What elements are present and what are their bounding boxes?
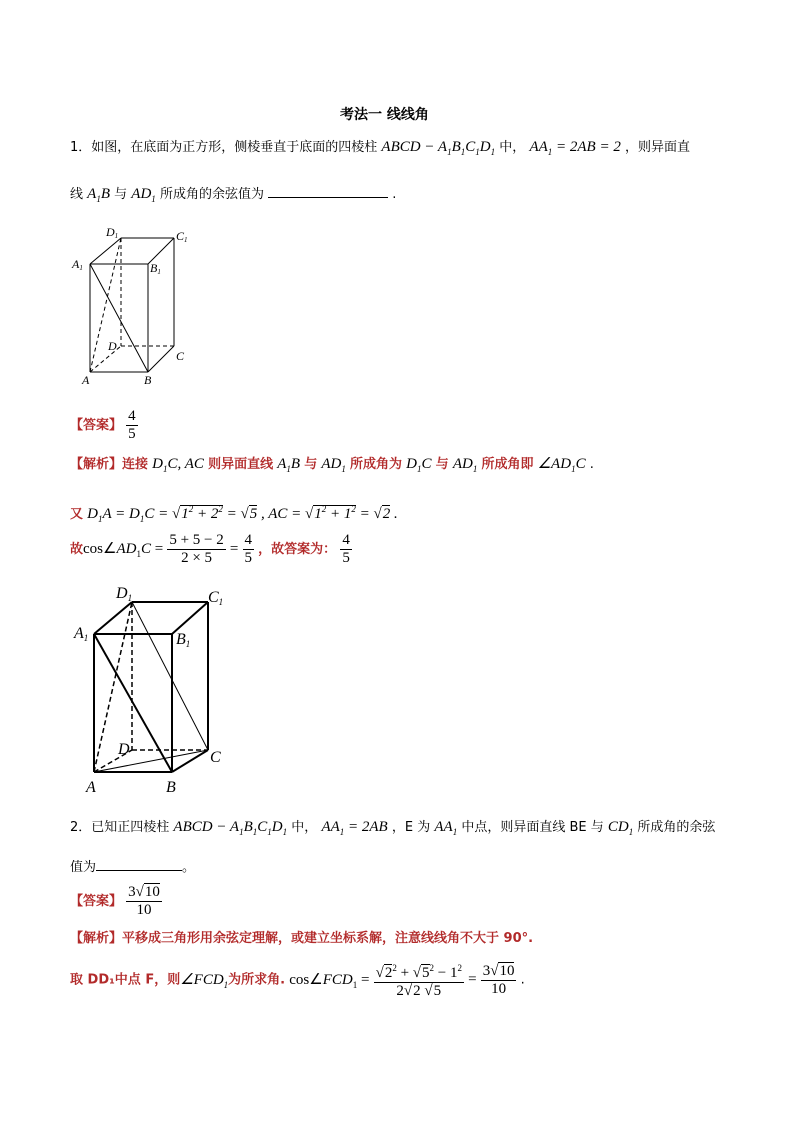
calc2-den: 2 × 5	[181, 550, 213, 566]
label-b1: B1	[150, 261, 161, 276]
analysis1-t6: 所成角即	[481, 457, 534, 472]
answer-blank-2	[96, 856, 182, 871]
calc1-equation: $D_1A = D_1C = √1^2 + 2^2 = √5$ , AC = $√1^2 + 1^2 = √2$ .	[87, 504, 398, 524]
answer2	[70, 884, 162, 919]
q2-text-f: 值为	[70, 860, 97, 875]
analysis2	[70, 930, 533, 948]
analysis-tag-2: 【解析】	[70, 931, 123, 946]
answer-tag-2: 【答案】	[70, 894, 123, 909]
diag-a1b	[90, 264, 148, 372]
calc3-fraction	[374, 960, 464, 1000]
analysis1-t2: 则异面直线	[208, 457, 274, 472]
edge2-b1c1	[172, 602, 208, 634]
label2-d: D	[118, 741, 130, 758]
calc2-fraction	[167, 532, 225, 567]
calc2-result	[243, 532, 255, 567]
calc3-rnum: 3√10	[482, 962, 515, 979]
label-d1: D1	[106, 226, 119, 240]
analysis1-t4: 所成角为	[350, 457, 403, 472]
calc2-anum: 4	[342, 532, 350, 548]
q2-text-d: 中点，则异面直线 BE 与	[461, 820, 604, 835]
calc2-num: 5 + 5 − 2	[169, 532, 224, 548]
calc3-den: 2√2 √5	[396, 983, 442, 999]
analysis1-m3: $AD_1$	[321, 456, 346, 474]
q1-prism: ABCD − $A_1B_1C_1D_1$	[381, 139, 496, 157]
label-d: D	[108, 339, 117, 353]
analysis1-m6: $\angle AD_1C$	[537, 456, 586, 474]
calc3-rden: 10	[491, 980, 507, 997]
label-b: B	[144, 373, 152, 387]
analysis1-m2: $A_1B$	[277, 456, 301, 474]
calc2-eq: =	[229, 541, 239, 557]
analysis1-t3: 与	[304, 457, 318, 472]
label-c1: C1	[176, 229, 188, 244]
calc3-num: $√2^2 + √5^2 - 1^2$	[374, 960, 464, 983]
analysis1-t5: 与	[435, 457, 449, 472]
label2-a: A	[86, 779, 96, 796]
analysis1-m4: $D_1C$	[406, 456, 432, 474]
q1-condition: $AA_1 = 2AB = 2$	[529, 139, 621, 157]
q2-condition: $AA_1 = 2AB$	[321, 819, 388, 837]
q1-a1b: $A_1B$	[87, 186, 110, 204]
calc3-cos: $\cos\angle FCD_1$ =	[289, 971, 370, 990]
q2-prism: ABCD − $A_1B_1C_1D_1$	[173, 819, 288, 837]
q1-tail: ，则异面直	[624, 140, 690, 155]
calc2-text: ，故答案为：	[258, 542, 337, 557]
calc2-cos: $\cos\angle AD_1C$ =	[83, 541, 164, 559]
answer1	[70, 408, 138, 443]
label-a: A	[82, 373, 90, 387]
q1-text-c: 所成角的余弦值为	[159, 187, 264, 202]
calc2	[70, 532, 352, 567]
q2-line2	[70, 856, 195, 877]
q1-text: 1．如图，在底面为正方形，侧棱垂直于底面的四棱柱	[70, 140, 378, 155]
prism-figure-1	[64, 226, 204, 388]
calc2-gu: 故	[70, 542, 84, 557]
analysis1-t1: 连接	[122, 457, 149, 472]
answer1-num: 4	[128, 408, 136, 424]
calc1-you: 又	[70, 507, 84, 522]
calc2-fnum: 4	[244, 532, 253, 548]
calc3-end: .	[520, 972, 525, 988]
q2-cd1: $CD_1$	[607, 819, 634, 837]
edge-bc	[148, 346, 174, 372]
prism-figure-2	[70, 582, 240, 800]
answer2-fraction	[126, 884, 162, 919]
label2-d1: D1	[116, 585, 133, 603]
analysis2-text: 平移成三角形用余弦定理解，或建立坐标系解，注意线线角不大于 90°.	[122, 931, 534, 946]
calc3-angle: $\angle FCD_1$	[180, 971, 229, 990]
q2-text-e: 所成角的余弦	[637, 820, 716, 835]
label2-c: C	[210, 749, 221, 766]
analysis1	[70, 455, 594, 478]
section-title: 考法一 线线角	[340, 107, 429, 123]
analysis-tag: 【解析】	[70, 457, 123, 472]
answer1-den: 5	[128, 426, 136, 442]
calc3-result	[481, 963, 517, 998]
label2-c1: C1	[208, 589, 224, 607]
q2-end: 。	[182, 860, 196, 875]
label-a1: A1	[72, 257, 83, 272]
q1-line1	[70, 138, 690, 161]
answer1-fraction	[126, 408, 138, 443]
answer2-den: 10	[136, 902, 152, 918]
analysis1-m5: $AD_1$	[452, 456, 478, 474]
q2-text-c: ，E 为	[391, 820, 431, 835]
q2-aa1: $AA_1$	[434, 819, 458, 837]
q1-text-b: 与	[114, 187, 128, 202]
label2-a1: A1	[74, 625, 89, 643]
calc2-aden: 5	[342, 550, 350, 566]
calc1	[70, 500, 398, 528]
answer-tag: 【答案】	[70, 418, 123, 433]
label2-b1: B1	[176, 631, 191, 649]
calc2-answer	[340, 532, 352, 567]
answer-blank	[268, 183, 388, 198]
q2-text-b: 中，	[291, 820, 318, 835]
answer2-num: 3√10	[128, 884, 160, 900]
label2-b: B	[166, 779, 176, 796]
diag2-a1b	[94, 634, 172, 772]
q1-text-a: 线	[70, 187, 84, 202]
calc2-fden: 5	[244, 550, 253, 566]
q2-line1	[70, 818, 715, 841]
label-c: C	[176, 349, 185, 363]
diag2-d1c	[132, 602, 208, 750]
q1-ad1: $AD_1$	[131, 186, 156, 204]
q1-end: .	[392, 187, 397, 202]
calc3-t1: 取 DD₁中点 F，则	[70, 972, 181, 988]
q2-text-a: 2．已知正四棱柱	[70, 820, 170, 835]
analysis1-t7: .	[589, 457, 594, 472]
q1-line2	[70, 183, 396, 208]
calc3-eq: =	[468, 971, 477, 988]
q1-mid: 中，	[499, 140, 526, 155]
calc3-t2: 为所求角.	[228, 972, 286, 988]
calc3	[70, 960, 525, 1000]
analysis1-m1: $D_1C$, AC	[152, 456, 204, 474]
